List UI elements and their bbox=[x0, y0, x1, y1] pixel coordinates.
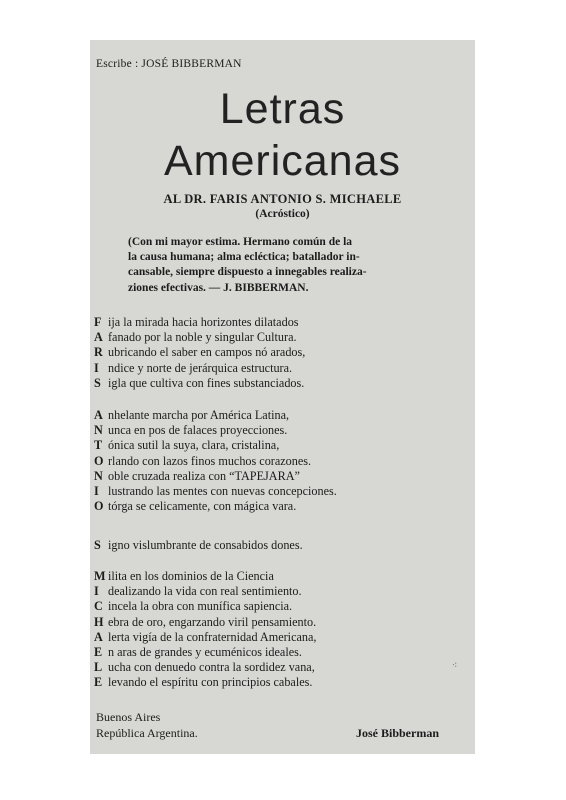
acrostic-letter: A bbox=[94, 629, 103, 644]
poem-line bbox=[94, 361, 305, 376]
acrostic-letter: I bbox=[94, 360, 99, 375]
line-text: lustrando las mentes con nuevas concepciones. bbox=[108, 483, 337, 498]
line-text: ija la mirada hacia horizontes dilatados bbox=[108, 315, 299, 329]
acrostic-letter: O bbox=[94, 453, 104, 468]
line-text: igno vislumbrante de consabidos dones. bbox=[108, 538, 303, 552]
place-line-2: República Argentina. bbox=[96, 726, 198, 740]
acrostic-letter: A bbox=[94, 330, 103, 345]
poem-line bbox=[94, 330, 305, 345]
poem-line bbox=[94, 599, 316, 614]
poem-line bbox=[94, 675, 316, 690]
acrostic-letter: H bbox=[94, 614, 104, 629]
poem-line bbox=[94, 538, 303, 553]
acrostic-letter: E bbox=[94, 675, 103, 690]
line-text: unca en pos de falaces proyecciones. bbox=[108, 423, 288, 438]
poem-line bbox=[94, 484, 337, 499]
stanza-3 bbox=[94, 538, 303, 553]
newspaper-clipping bbox=[90, 40, 475, 754]
note-line: ziones efectivas. — J. BIBBERMAN. bbox=[128, 281, 309, 294]
poem-line bbox=[94, 423, 337, 438]
note-line: la causa humana; alma ecléctica; batallador in- bbox=[128, 251, 360, 264]
line-text: ebra de oro, engarzando viril pensamiento. bbox=[108, 614, 317, 629]
poem-line bbox=[94, 345, 305, 360]
poem-line bbox=[94, 469, 337, 484]
note-line: (Con mi mayor estima. Hermano común de la bbox=[128, 236, 353, 248]
acrostic-letter: R bbox=[94, 345, 103, 360]
byline: Escribe : JOSÉ BIBBERMAN bbox=[96, 58, 242, 70]
poem-line bbox=[94, 645, 316, 660]
signature: José Bibberman bbox=[356, 726, 440, 740]
acrostic-letter: T bbox=[94, 438, 103, 453]
line-text: ucha con denuedo contra la sordidez vana, bbox=[108, 660, 315, 675]
subtitle: (Acróstico) bbox=[255, 208, 310, 220]
poem-line bbox=[94, 315, 305, 330]
line-text: tórga se celicamente, con mágica vara. bbox=[108, 499, 297, 514]
title-line-1: Letras bbox=[219, 85, 346, 133]
poem-line bbox=[94, 630, 316, 645]
line-text: ubricando el saber en campos nó arados, bbox=[108, 345, 306, 360]
dedication-note bbox=[128, 235, 468, 296]
poem-line bbox=[94, 438, 337, 453]
note-line: cansable, siempre dispuesto a innegables realiza- bbox=[128, 266, 367, 279]
line-text: rlando con lazos finos muchos corazones. bbox=[108, 453, 312, 468]
acrostic-letter: M bbox=[94, 569, 106, 583]
line-text: oble cruzada realiza con “TAPEJARA” bbox=[108, 468, 300, 483]
stanza-2 bbox=[94, 408, 337, 514]
acrostic-letter: C bbox=[94, 599, 103, 614]
acrostic-letter: E bbox=[94, 644, 103, 659]
dedication: AL DR. FARIS ANTONIO S. MICHAELE bbox=[163, 192, 402, 206]
stanza-4 bbox=[94, 569, 316, 691]
acrostic-letter: S bbox=[94, 538, 101, 552]
acrostic-letter: I bbox=[94, 483, 99, 498]
line-text: n aras de grandes y ecuménicos ideales. bbox=[108, 644, 302, 659]
acrostic-letter: N bbox=[94, 423, 103, 438]
acrostic-letter: S bbox=[94, 375, 101, 390]
acrostic-letter: A bbox=[94, 408, 103, 422]
line-text: nhelante marcha por América Latina, bbox=[108, 408, 290, 422]
line-text: igla que cultiva con fines substanciados. bbox=[108, 375, 305, 390]
poem-line bbox=[94, 408, 337, 423]
acrostic-letter: I bbox=[94, 584, 99, 599]
print-speck: ⁖ bbox=[452, 660, 458, 670]
stanza-1 bbox=[94, 315, 305, 391]
line-text: ndice y norte de jerárquica estructura. bbox=[108, 360, 293, 375]
line-text: dealizando la vida con real sentimiento. bbox=[108, 584, 302, 599]
title-line-2: Americanas bbox=[163, 137, 402, 185]
line-text: lerta vigía de la confraternidad Americana, bbox=[108, 629, 317, 644]
line-text: levando el espíritu con principios cabales. bbox=[108, 675, 313, 690]
line-text: incela la obra con munífica sapiencia. bbox=[108, 599, 293, 614]
poem-line bbox=[94, 660, 316, 675]
line-text: ónica sutil la suya, clara, cristalina, bbox=[108, 438, 280, 453]
poem-line bbox=[94, 569, 316, 584]
acrostic-letter: O bbox=[94, 499, 104, 514]
poem-line bbox=[94, 376, 305, 391]
poem-line bbox=[94, 584, 316, 599]
poem-line bbox=[94, 615, 316, 630]
acrostic-letter: L bbox=[94, 660, 103, 675]
place-line-1: Buenos Aires bbox=[96, 710, 161, 724]
acrostic-letter: F bbox=[94, 315, 102, 329]
poem-line bbox=[94, 499, 337, 514]
poem-line bbox=[94, 454, 337, 469]
line-text: ilita en los dominios de la Ciencia bbox=[108, 569, 274, 583]
line-text: fanado por la noble y singular Cultura. bbox=[108, 330, 297, 345]
acrostic-letter: N bbox=[94, 468, 103, 483]
